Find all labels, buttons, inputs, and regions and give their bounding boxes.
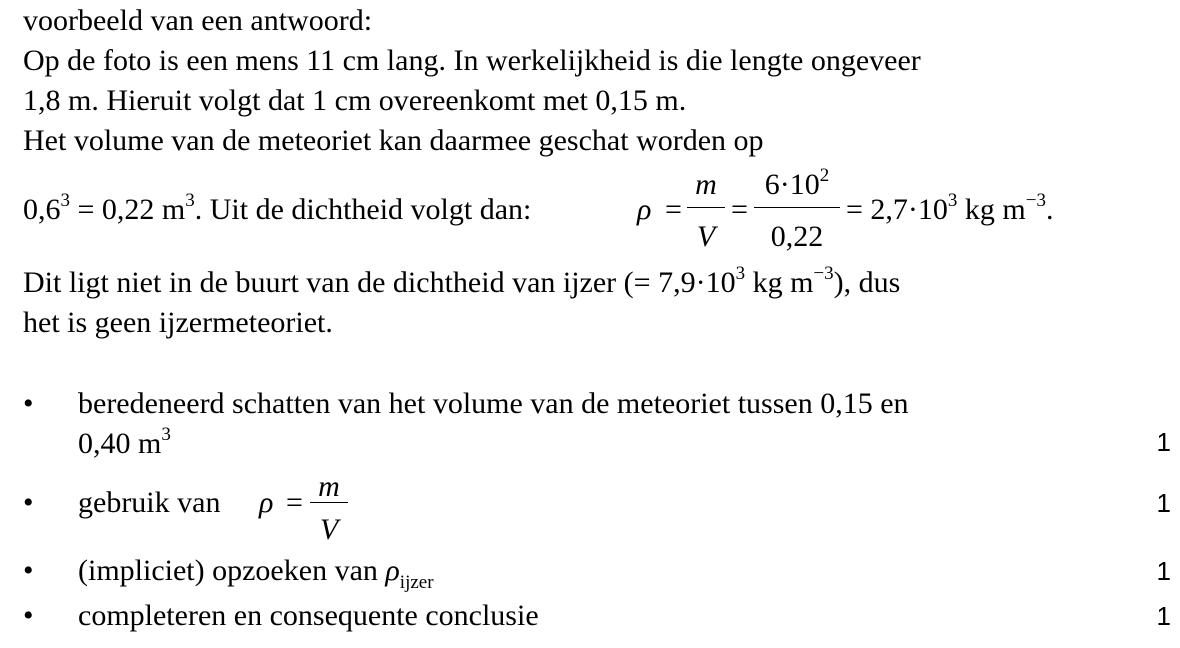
fraction-numerator: m [318, 470, 340, 503]
fraction-denominator: V [319, 513, 339, 546]
equals-sign: = [665, 193, 682, 226]
answer-paragraph-line: 1,8 m. Hieruit volgt dat 1 cm overeenkomt met 0,15 m. [23, 84, 687, 117]
score-points: 1 [1156, 427, 1171, 457]
volume-base: 0,6 [23, 193, 61, 226]
rho-symbol: ρ [637, 193, 652, 226]
exponent: 3 [161, 424, 171, 445]
fraction-denominator: 0,22 [770, 220, 824, 253]
exponent: −3 [813, 263, 834, 284]
exponent: 2 [819, 165, 830, 186]
fraction-mass-over-volume [754, 165, 840, 258]
conclusion-text: Dit ligt niet in de buurt van de dichtheid van ijzer (= 7,9·10 [23, 266, 736, 299]
fraction-bar [754, 207, 840, 208]
period: . [1045, 193, 1054, 226]
exponent: −3 [1025, 190, 1046, 211]
score-points: 1 [1156, 488, 1171, 518]
scoring-item-text: completeren en consequente conclusie [78, 599, 539, 632]
answer-paragraph-line: Op de foto is een mens 11 cm lang. In werkelijkheid is die lengte ongeveer [23, 44, 921, 77]
equals-sign: = [286, 486, 303, 519]
fraction-numerator: m [695, 168, 717, 201]
fraction-bar [687, 207, 725, 208]
result-unit: kg m [957, 193, 1026, 226]
fraction-m-over-v [310, 470, 348, 550]
unit-text: kg m [745, 266, 814, 299]
fraction-denominator: V [696, 220, 716, 253]
calculation-text: . Uit de dichtheid volgt dan: [194, 193, 532, 226]
equals-sign: = [731, 193, 748, 226]
scoring-item-text [78, 554, 434, 593]
answer-heading: voorbeeld van een antwoord: [23, 4, 373, 37]
fraction-m-over-v [687, 168, 725, 258]
answer-paragraph-line: Het volume van de meteoriet kan daarmee geschat worden op [23, 124, 764, 157]
conclusion-text: ), dus [833, 266, 901, 299]
fraction-numerator [754, 165, 840, 202]
density-calculation [23, 190, 532, 226]
score-points: 1 [1156, 556, 1171, 586]
rho-symbol: ρ [385, 554, 400, 587]
subscript: ijzer [399, 572, 434, 593]
bullet: • [23, 599, 34, 632]
exponent: 3 [185, 190, 195, 211]
exponent: 3 [735, 263, 746, 284]
score-points: 1 [1156, 601, 1171, 631]
bullet: • [23, 387, 34, 420]
scoring-item-text: beredeneerd schatten van het volume van de meteoriet tussen 0,15 en [78, 387, 909, 420]
scoring-item-text [78, 424, 171, 460]
fraction-bar [310, 502, 348, 503]
density-result [846, 190, 1054, 226]
volume-result: = 0,22 m [70, 193, 186, 226]
bullet: • [23, 554, 34, 587]
result-value: = 2,7·10 [846, 193, 948, 226]
exponent: 3 [60, 190, 70, 211]
volume-value: 0,40 m [78, 427, 162, 460]
scoring-item-text: gebruik van [78, 486, 221, 519]
rho-symbol: ρ [259, 486, 274, 519]
scoring-item-label: (impliciet) opzoeken van [78, 554, 386, 587]
bullet: • [23, 486, 34, 519]
exponent: 3 [947, 190, 958, 211]
numerator-base: 6·10 [764, 168, 820, 201]
answer-paragraph-line: het is geen ijzermeteoriet. [23, 306, 333, 339]
answer-paragraph-line [23, 263, 901, 299]
